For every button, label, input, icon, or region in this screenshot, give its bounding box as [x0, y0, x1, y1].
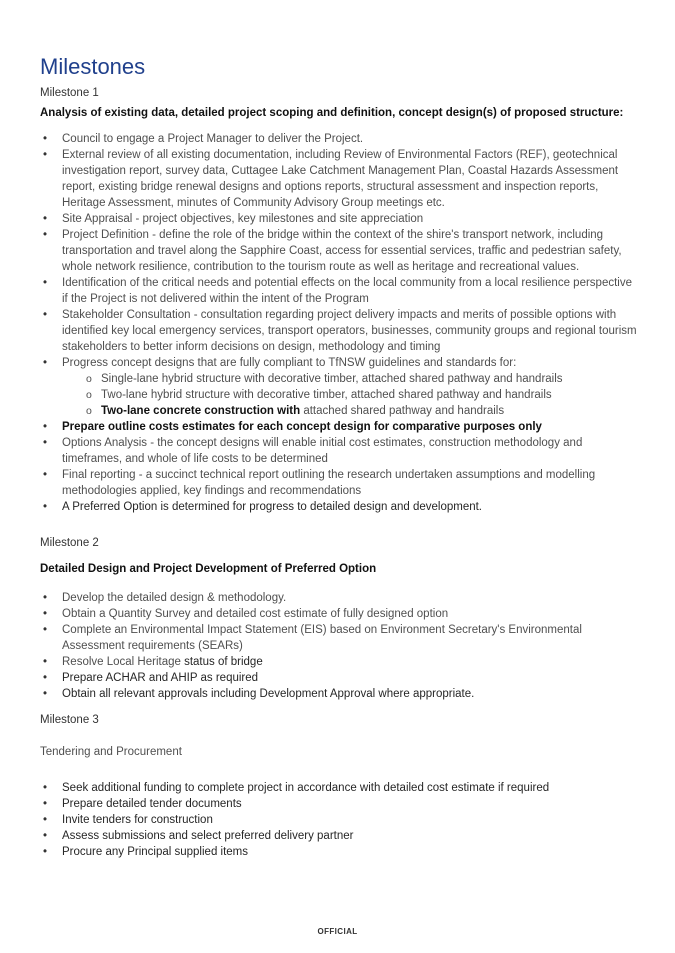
list-item — [43, 812, 638, 828]
list-item — [43, 467, 638, 499]
bullet-marker: • — [43, 421, 48, 433]
bullet-text — [62, 670, 638, 686]
list-item — [43, 622, 638, 654]
text-run: Tendering and Procurement — [40, 746, 182, 758]
list-item — [43, 419, 638, 435]
bullet-text — [62, 590, 638, 606]
bullet-text — [62, 227, 638, 275]
classification-footer: OFFICIAL — [317, 927, 358, 936]
circle-bullet-marker: o — [86, 405, 92, 417]
bullet-text — [62, 355, 638, 371]
bullet-marker: • — [43, 149, 48, 161]
bullet-marker: • — [43, 501, 48, 513]
bullet-marker: • — [43, 357, 48, 369]
bullet-marker: • — [43, 782, 48, 794]
bullet-text — [62, 275, 638, 307]
text-run: Prepare ACHAR and AHIP as required — [62, 672, 259, 684]
bullet-text — [62, 844, 638, 860]
bullet-marker: • — [43, 608, 48, 620]
text-run: status of bridge — [184, 656, 263, 668]
list-item — [86, 403, 638, 419]
list-item — [43, 275, 638, 307]
list-item — [43, 147, 638, 211]
text-run: Assess submissions and select preferred delivery partner — [62, 830, 354, 842]
text-run: Complete an Environmental Impact Statement (EIS) based on Environment Secretary's Environmental Assessment requirements (SEARs) — [62, 624, 582, 652]
bullet-text — [62, 467, 638, 499]
list-item — [43, 307, 638, 355]
bullet-list — [40, 131, 638, 515]
text-run: External review of all existing documentation, including Review of Environmental Factors (REF), geotechnical investigation report, survey data, Cuttagee Lake Catchment Management Plan, Coastal Hazards Assessment report, existing bridge renewal designs and options reports, structural assessment and inspection reports, Heritage Assessment, minutes of Community Advisory Group meetings etc. — [62, 149, 619, 209]
bullet-text — [62, 828, 638, 844]
list-item — [43, 227, 638, 275]
page-title: Milestones — [40, 54, 146, 79]
list-item — [43, 686, 638, 702]
list-item — [43, 654, 638, 670]
circle-bullet-marker: o — [86, 389, 92, 401]
list-item — [43, 590, 638, 606]
section-intro — [40, 561, 639, 577]
bullet-marker: • — [43, 309, 48, 321]
list-item — [43, 355, 638, 371]
bullet-marker: • — [43, 277, 48, 289]
list-item — [86, 371, 638, 387]
list-item — [43, 780, 638, 796]
bullet-marker: • — [43, 229, 48, 241]
section-heading: Milestone 3 — [40, 714, 99, 726]
bullet-list — [40, 590, 638, 702]
text-run: Develop the detailed design & methodology. — [62, 592, 287, 604]
bullet-marker: • — [43, 437, 48, 449]
milestone-section — [40, 712, 639, 860]
bullet-text — [62, 499, 638, 515]
bullet-text — [101, 387, 638, 403]
list-item — [43, 435, 638, 467]
list-item — [43, 211, 638, 227]
bullet-text — [62, 780, 638, 796]
text-run: Prepare outline costs estimates for each concept design for comparative purposes only — [62, 421, 542, 433]
bullet-marker: • — [43, 624, 48, 636]
bullet-text — [62, 419, 638, 435]
bullet-text — [62, 622, 638, 654]
list-item — [43, 131, 638, 147]
bullet-marker: • — [43, 469, 48, 481]
text-run: Invite tenders for construction — [62, 814, 213, 826]
text-run: Options Analysis - the concept designs will enable initial cost estimates, construction methodology and timeframes, and whole of life costs to be determined — [62, 437, 583, 465]
text-run: Resolve Local Heritage — [62, 656, 185, 668]
bullet-text — [62, 812, 638, 828]
list-item — [43, 499, 638, 515]
bullet-marker: • — [43, 656, 48, 668]
bullet-marker: • — [43, 798, 48, 810]
bullet-text — [62, 147, 638, 211]
bullet-marker: • — [43, 213, 48, 225]
bullet-text — [62, 686, 638, 702]
list-item — [43, 844, 638, 860]
section-heading: Milestone 2 — [40, 537, 99, 549]
bullet-marker: • — [43, 592, 48, 604]
bullet-text — [62, 606, 638, 622]
text-run: Prepare detailed tender documents — [62, 798, 242, 810]
text-run: attached shared pathway and handrails — [303, 405, 505, 417]
text-run: A Preferred Option is determined for progress to detailed design and development. — [62, 501, 482, 513]
bullet-marker: • — [43, 814, 48, 826]
text-run: Procure any Principal supplied items — [62, 846, 249, 858]
text-run: Analysis of existing data, detailed project scoping and definition, concept design(s) of proposed structure: — [40, 107, 624, 119]
milestone-section — [40, 535, 639, 702]
circle-bullet-marker: o — [86, 373, 92, 385]
bullet-text — [62, 796, 638, 812]
text-run: Final reporting - a succinct technical report outlining the research undertaken assumptions and modelling methodologies applied, key findings and recommendations — [62, 469, 596, 497]
list-item — [43, 796, 638, 812]
text-run: Council to engage a Project Manager to deliver the Project. — [62, 133, 364, 145]
list-item — [86, 387, 638, 403]
bullet-marker: • — [43, 688, 48, 700]
list-item — [43, 670, 638, 686]
text-run: Obtain a Quantity Survey and detailed cost estimate of fully designed option — [62, 608, 449, 620]
text-run: Site Appraisal - project objectives, key milestones and site appreciation — [62, 213, 424, 225]
text-run: Two-lane concrete construction with — [101, 405, 304, 417]
bullet-text — [101, 371, 638, 387]
milestone-section — [40, 85, 639, 515]
sections — [40, 85, 639, 860]
section-intro — [40, 105, 639, 121]
section-intro — [40, 744, 639, 760]
bullet-text — [62, 654, 638, 670]
bullet-marker: • — [43, 830, 48, 842]
text-run: Single-lane hybrid structure with decorative timber, attached shared pathway and handrails — [101, 373, 563, 385]
list-item — [43, 828, 638, 844]
text-run: Stakeholder Consultation - consultation regarding project delivery impacts and merits of possible options with identified key local emergency services, transport operators, businesses, community groups and regional tourism stakeholders to better inform decisions on design, methodology and timing — [62, 309, 637, 353]
bullet-list — [40, 780, 638, 860]
text-run: Seek additional funding to complete project in accordance with detailed cost estimate if required — [62, 782, 550, 794]
text-run: Detailed Design and Project Development of Preferred Option — [40, 563, 377, 575]
text-run: Progress concept designs that are fully compliant to TfNSW guidelines and standards for: — [62, 357, 517, 369]
bullet-marker: • — [43, 846, 48, 858]
bullet-marker: • — [43, 133, 48, 145]
bullet-text — [101, 403, 638, 419]
bullet-text — [62, 435, 638, 467]
text-run: Obtain all relevant approvals including Development Approval where appropriate. — [62, 688, 475, 700]
text-run: Two-lane hybrid structure with decorative timber, attached shared pathway and handrails — [101, 389, 552, 401]
section-heading: Milestone 1 — [40, 87, 99, 99]
list-item — [43, 606, 638, 622]
bullet-text — [62, 307, 638, 355]
text-run: Project Definition - define the role of the bridge within the context of the shire's transport network, including transportation and travel along the Sapphire Coast, access for essential services, traffic and pedestrian safety, whole network resilience, contribution to the tourism route as well as heritage and recreational values. — [62, 229, 622, 273]
text-run: Identification of the critical needs and potential effects on the local community from a local resilience perspective if the Project is not delivered within the intent of the Program — [62, 277, 632, 305]
bullet-text — [62, 211, 638, 227]
bullet-marker: • — [43, 672, 48, 684]
bullet-text — [62, 131, 638, 147]
